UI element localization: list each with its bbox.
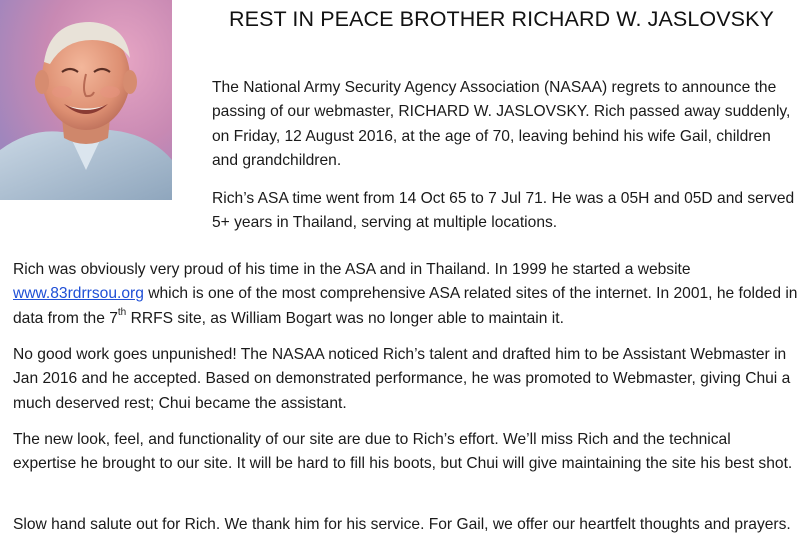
page-title: REST IN PEACE BROTHER RICHARD W. JASLOVSKY	[229, 7, 774, 31]
website-paragraph-text-continued: which is one of the most comprehensive ASA related sites of the internet. In 2001, he folded in data from the 7	[13, 285, 798, 327]
site-effort-paragraph: The new look, feel, and functionality of our site are due to Rich’s effort. We’ll miss Rich and the technical expertise he brought to our site. It will be hard to fill his boots, but Chui will give maintaining the site his best shot.	[13, 431, 793, 473]
webmaster-paragraph: No good work goes unpunished! The NASAA noticed Rich’s talent and drafted him to be Assistant Webmaster in Jan 2016 and he accepted. Based on demonstrated performance, he was promoted to Webmaster, giving Chui a much deserved rest; Chui became the assistant.	[13, 346, 791, 412]
website-paragraph-text: Rich was obviously very proud of his time in the ASA and in Thailand. In 1999 he started a website	[13, 261, 691, 278]
announcement-paragraph: The National Army Security Agency Association (NASAA) regrets to announce the passing of our webmaster, RICHARD W. JASLOVSKY. Rich passed away suddenly, on Friday, 12 August 2016, at the age of 70, leaving behind his wife Gail, children and grandchildren.	[212, 79, 791, 169]
service-paragraph: Rich’s ASA time went from 14 Oct 65 to 7 Jul 71. He was a 05H and 05D and served 5+ years in Thailand, serving at multiple locations.	[212, 190, 795, 232]
portrait-illustration	[0, 0, 172, 200]
website-paragraph	[13, 258, 798, 331]
website-paragraph-text-end: RRFS site, as William Bogart was no longer able to maintain it.	[126, 309, 564, 327]
ordinal-superscript: th	[117, 307, 127, 319]
website-link[interactable]: www.83rdrrsou.org	[13, 285, 144, 303]
salute-paragraph: Slow hand salute out for Rich. We thank him for his service. For Gail, we offer our heartfelt thoughts and prayers.	[13, 516, 791, 533]
portrait-photo	[0, 0, 172, 200]
